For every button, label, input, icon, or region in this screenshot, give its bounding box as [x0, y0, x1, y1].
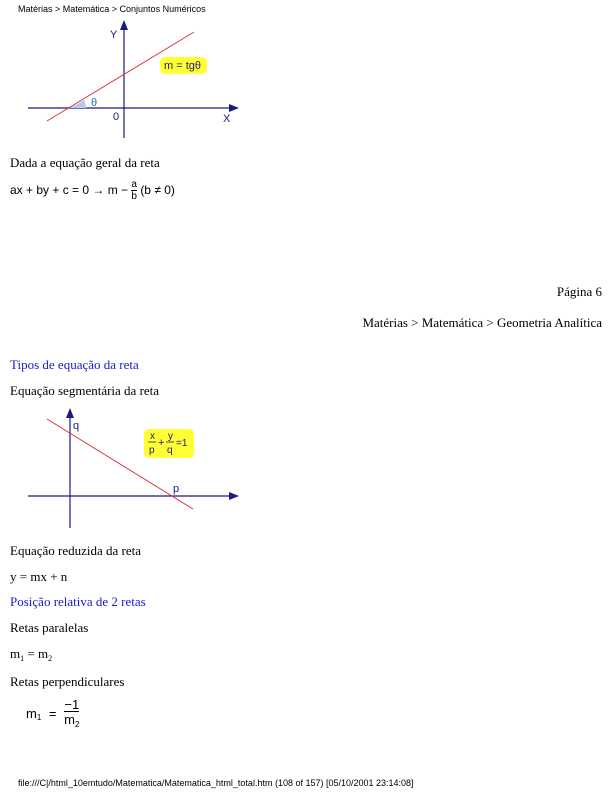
- general-eq-left: ax + by + c = 0 → m −: [10, 183, 129, 198]
- segmentary-graph: [20, 403, 250, 533]
- perp-fraction: [64, 698, 79, 729]
- y-axis-arrow: [120, 20, 128, 30]
- x-axis-arrow: [229, 492, 239, 500]
- x-label: X: [223, 113, 231, 125]
- origin-label: 0: [113, 111, 120, 123]
- frac-den: b: [131, 191, 137, 202]
- general-eq-cond: (b ≠ 0): [140, 183, 175, 198]
- box-plus: +: [158, 437, 165, 449]
- perp-sub2: 2: [74, 720, 80, 729]
- parallel-eq-sign: = m: [24, 646, 49, 661]
- parallel-title: Retas paralelas: [10, 620, 89, 635]
- perp-sub1: 1: [36, 712, 42, 722]
- footer-file-path: file:///C|/html_10emtudo/Matematica/Matematica_html_total.htm (108 of 157) [05/10/2001 23:14:08]: [18, 778, 414, 788]
- p-label: p: [173, 483, 180, 495]
- x-axis-arrow: [229, 104, 239, 112]
- q-label: q: [73, 420, 80, 432]
- segmentary-title: Equação segmentária da reta: [10, 383, 160, 398]
- theta-wedge: [70, 100, 86, 108]
- fraction-a-b: [131, 180, 137, 202]
- y-label: Y: [110, 29, 118, 41]
- perp-eq: [26, 698, 79, 729]
- y-axis-arrow: [66, 408, 74, 418]
- box-p: p: [149, 445, 155, 456]
- parallel-m1: m: [10, 646, 21, 661]
- parallel-eq: [10, 646, 52, 663]
- box-x: x: [150, 431, 155, 442]
- parallel-sub1: 1: [20, 654, 25, 663]
- general-eq-intro: Dada a equação geral da reta: [10, 155, 160, 170]
- section-title-types: Tipos de equação da reta: [10, 357, 139, 372]
- perp-den: [64, 711, 79, 729]
- page-breadcrumb: Matérias > Matemática > Geometria Analítica: [362, 315, 602, 330]
- slope-graph: [20, 18, 250, 143]
- page-number: Página 6: [556, 284, 602, 299]
- box-q: q: [167, 445, 173, 456]
- frac-num: a: [131, 179, 137, 190]
- relative-title: Posição relativa de 2 retas: [10, 594, 146, 609]
- box-eq: =1: [176, 438, 188, 449]
- perp-equals: =: [48, 706, 57, 721]
- box-y: y: [168, 431, 173, 442]
- general-eq-formula: [10, 180, 175, 202]
- top-breadcrumb: Matérias > Matemática > Conjuntos Numéricos: [18, 4, 206, 14]
- parallel-sub2: 2: [48, 654, 53, 663]
- reduced-eq: y = mx + n: [10, 569, 68, 584]
- perp-title: Retas perpendiculares: [10, 674, 125, 689]
- perp-m: m: [26, 706, 37, 721]
- reduced-title: Equação reduzida da reta: [10, 543, 142, 558]
- slope-formula-text: m = tgθ: [164, 60, 201, 72]
- perp-den-m: m: [64, 712, 75, 727]
- theta-label: θ: [91, 97, 98, 109]
- perp-num: −1: [64, 697, 80, 712]
